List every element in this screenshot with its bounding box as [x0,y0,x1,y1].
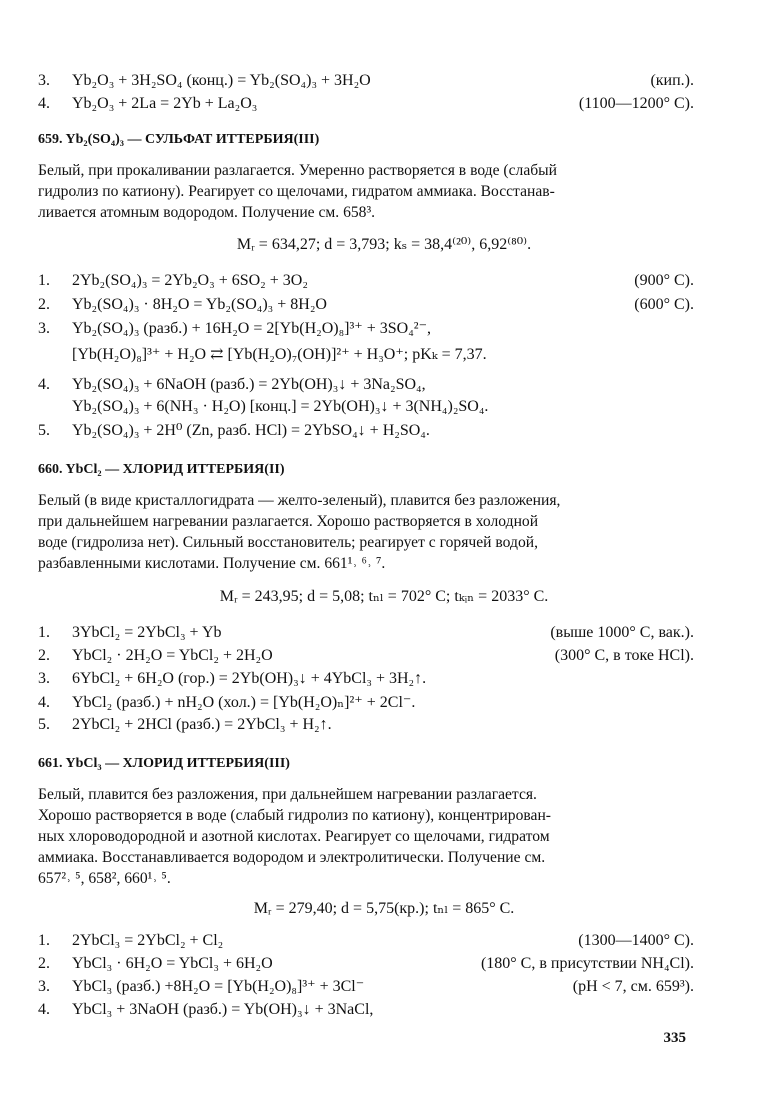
reaction-line: 4. YbCl₂ (разб.) + nH₂O (хол.) = [Yb(H₂O)ₙ]²⁺ + 2Cl⁻. [38,694,416,711]
constants-line: Mᵣ = 279,40; d = 5,75(кр.); tₙₗ = 865° С. [253,900,515,917]
reaction-line: 3. 6YbCl₂ + 6H₂O (гор.) = 2Yb(OH)₃↓ + 4YbCl₃ + 3H₂↑. [38,670,427,687]
reaction-line: 3. Yb₂O₃ + 3H₂SO₄ (конц.) = Yb₂(SO₄)₃ + 3H₂O (кип.). [38,72,694,89]
section-description: Белый (в виде кристаллогидрата — желто-зеленый), плавится без разложения, при дальнейшем нагревании разлагается. Хорошо растворяется в холодной воде (гидролиза нет). Сильный восстановитель; реагирует с горячей водой, разбавленными кислотами. Получение см. 661¹˒ ⁶˒ ⁷. [38,492,561,572]
reaction-line: Yb₂(SO₄)₃ + 6(NH₃ · H₂O) [конц.] = 2Yb(OH)₃↓ + 3(NH₄)₂SO₄. [72,398,489,415]
reaction-line: 5. 2YbCl₂ + 2HCl (разб.) = 2YbCl₃ + H₂↑. [38,716,332,733]
reaction-line: 2. Yb₂(SO₄)₃ · 8H₂O = Yb₂(SO₄)₃ + 8H₂O (600° С). [38,296,694,313]
reaction-line: 5. Yb₂(SO₄)₃ + 2H⁰ (Zn, разб. HCl) = 2YbSO₄↓ + H₂SO₄. [38,422,430,439]
reaction-line: 4. Yb₂O₃ + 2La = 2Yb + La₂O₃ (1100—1200° С). [38,95,694,112]
reaction-line: 4. YbCl₃ + 3NaOH (разб.) = Yb(OH)₃↓ + 3NaCl, [38,1001,374,1018]
section-description: Белый, при прокаливании разлагается. Умеренно растворяется в воде (слабый гидролиз по катиону). Реагирует со щелочами, гидратом аммиака. Восстанав- ливается атомным водородом. Получение см. 658³. [38,162,558,221]
reaction-line: 4. Yb₂(SO₄)₃ + 6NaOH (разб.) = 2Yb(OH)₃↓ + 3Na₂SO₄, [38,376,426,393]
section-heading: 661. YbCl₃ — ХЛОРИД ИТТЕРБИЯ(III) [38,756,290,771]
reaction-line: 2. YbCl₃ · 6H₂O = YbCl₃ + 6H₂O (180° С, в присутствии NH₄Cl). [38,955,694,972]
section-heading: 659. Yb₂(SO₄)₃ — СУЛЬФАТ ИТТЕРБИЯ(III) [38,132,320,147]
reaction-line: 1. 3YbCl₂ = 2YbCl₃ + Yb (выше 1000° С, вак.). [38,624,694,641]
reaction-line: 1. 2Yb₂(SO₄)₃ = 2Yb₂O₃ + 6SO₂ + 3O₂ (900° С). [38,272,694,289]
reaction-line: 1. 2YbCl₃ = 2YbCl₂ + Cl₂ (1300—1400° С). [38,932,694,949]
reaction-line: 2. YbCl₂ · 2H₂O = YbCl₂ + 2H₂O (300° С, в токе HCl). [38,647,694,664]
page-number: 335 [663,1030,686,1046]
constants-line: Mᵣ = 634,27; d = 3,793; kₛ = 38,4⁽²⁰⁾, 6,92⁽⁸⁰⁾. [236,236,532,253]
constants-line: Mᵣ = 243,95; d = 5,08; tₙₗ = 702° С; tₖᵢₙ = 2033° С. [219,588,549,605]
reaction-line: [Yb(H₂O)₈]³⁺ + H₂O ⇄ [Yb(H₂O)₇(OH)]²⁺ + H₃O⁺; pKₖ = 7,37. [72,346,487,363]
reaction-line: 3. YbCl₃ (разб.) +8H₂O = [Yb(H₂O)₈]³⁺ + 3Cl⁻ (pH < 7, см. 659³). [38,978,694,995]
section-heading: 660. YbCl₂ — ХЛОРИД ИТТЕРБИЯ(II) [38,462,285,477]
section-description: Белый, плавится без разложения, при дальнейшем нагревании разлагается. Хорошо растворяется в воде (слабый гидролиз по катиону), концентрирован- ных хлороводородной и азотной кислотах. Реагирует со щелочами, гидратом аммиака. Восстанавливается водородом и электролитически. Получение см. 657²˒ ⁵, 658², 660¹˒ ⁵. [38,786,551,887]
reaction-line: 3. Yb₂(SO₄)₃ (разб.) + 16H₂O = 2[Yb(H₂O)₈]³⁺ + 3SO₄²⁻, [38,320,432,337]
